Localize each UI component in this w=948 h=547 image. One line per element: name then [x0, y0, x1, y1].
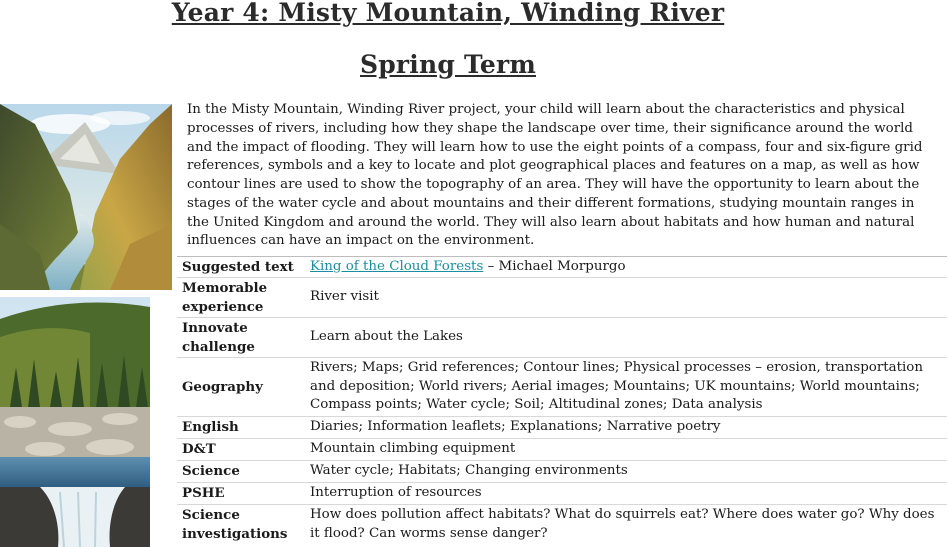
- row-value: Mountain climbing equipment: [305, 439, 947, 461]
- table-row: [177, 318, 947, 358]
- row-value: How does pollution affect habitats? What do squirrels eat? Where does water go? Why does it flood? Can worms sense danger?: [305, 505, 947, 546]
- term-heading: Spring Term: [359, 50, 537, 79]
- table-row: [177, 505, 947, 546]
- mountain-river-valley-photo: [0, 104, 172, 290]
- table-row: [177, 257, 947, 278]
- row-label: Innovate challenge: [177, 318, 305, 358]
- book-author: – Michael Morpurgo: [483, 258, 626, 274]
- row-label: D&T: [177, 439, 305, 461]
- page-title: Year 4: Misty Mountain, Winding River: [171, 0, 725, 27]
- table-row: [177, 278, 947, 318]
- table-row: [177, 358, 947, 417]
- row-label: Science investigations: [177, 505, 305, 546]
- row-label: Geography: [177, 358, 305, 417]
- row-value: Diaries; Information leaflets; Explanations; Narrative poetry: [305, 417, 947, 439]
- table-row: [177, 417, 947, 439]
- row-label: Suggested text: [177, 257, 305, 278]
- intro-paragraph: In the Misty Mountain, Winding River project, your child will learn about the characteristics and physical processes of rivers, including how they shape the landscape over time, their significance around the world and the impact of flooding. They will learn how to use the eight points of a compass, four and six-figure grid references, symbols and a key to locate and plot geographical places and features on a map, as well as how contour lines are used to show the topography of an area. They will have the opportunity to learn about the stages of the water cycle and about mountains and their different formations, studying mountain ranges in the United Kingdom and around the world. They will also learn about habitats and how human and natural influences can have an impact on the environment.: [187, 102, 923, 249]
- row-label: English: [177, 417, 305, 439]
- row-value: Water cycle; Habitats; Changing environments: [305, 461, 947, 483]
- row-label: Science: [177, 461, 305, 483]
- waterfall-photo: [0, 297, 150, 547]
- row-label: Memorable experience: [177, 278, 305, 318]
- table-row: [177, 461, 947, 483]
- row-label: PSHE: [177, 483, 305, 505]
- curriculum-table: [177, 256, 947, 545]
- row-value: River visit: [305, 278, 947, 318]
- row-value: Learn about the Lakes: [305, 318, 947, 358]
- row-value: [305, 257, 947, 278]
- row-value: Rivers; Maps; Grid references; Contour lines; Physical processes – erosion, transportation and deposition; World rivers; Aerial images; Mountains; UK mountains; World mountains; Compass points; Water cycle; Soil; Altitudinal zones; Data analysis: [305, 358, 947, 417]
- table-row: [177, 439, 947, 461]
- row-value: Interruption of resources: [305, 483, 947, 505]
- table-row: [177, 483, 947, 505]
- book-link[interactable]: King of the Cloud Forests: [310, 258, 484, 274]
